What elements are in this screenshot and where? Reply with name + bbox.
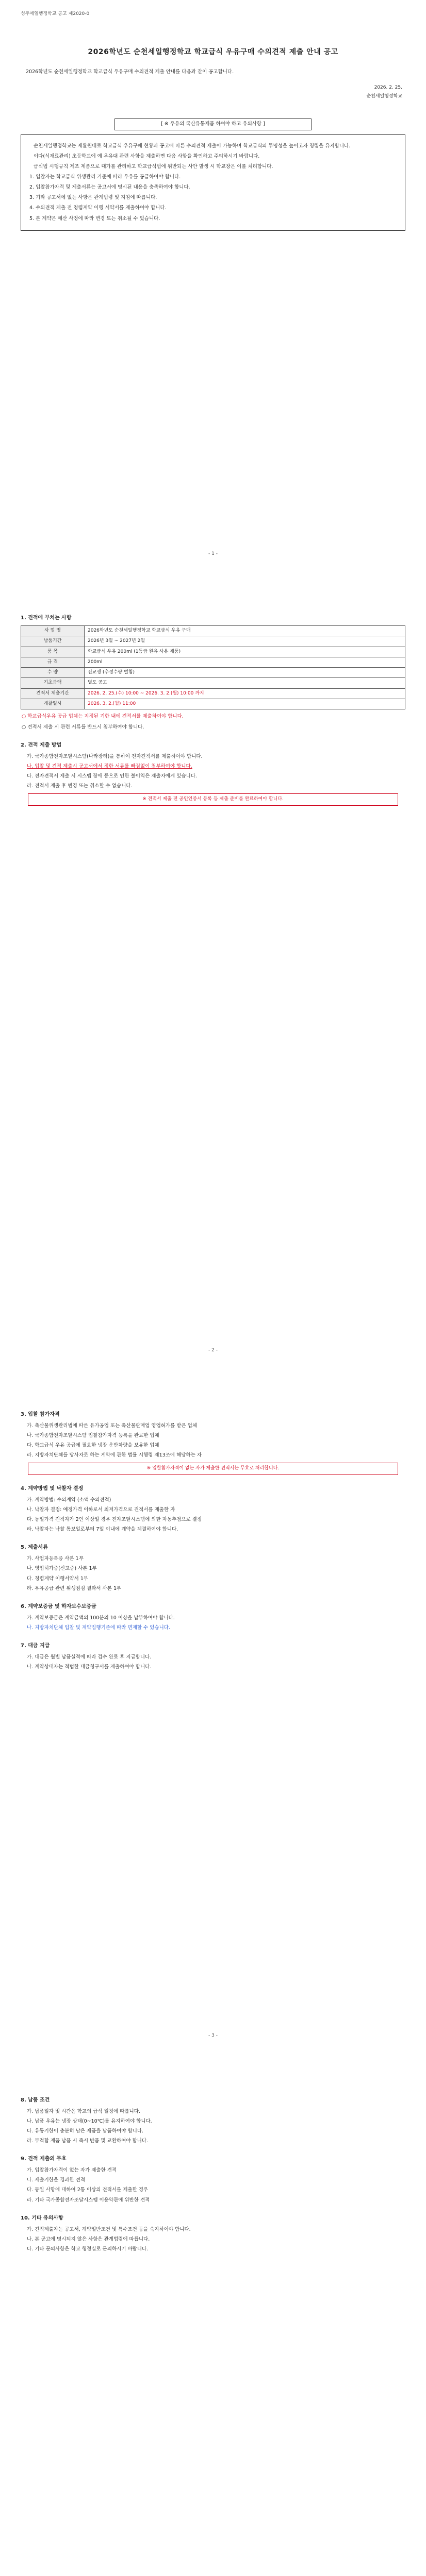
- section-title: 8. 납품 조건: [21, 2097, 50, 2103]
- section-item: 라. 부적합 제품 납품 시 즉시 반품 및 교환하여야 합니다.: [27, 2138, 149, 2144]
- page-number: - 2 -: [208, 1347, 218, 1353]
- section-item: 다. 청렴계약 이행서약서 1부: [27, 1575, 89, 1582]
- section-item: 나. 계약상대자는 적법한 대금청구서를 제출하여야 합니다.: [27, 1664, 152, 1670]
- section-item: 다. 유통기한이 충분히 남은 제품을 납품하여야 합니다.: [27, 2128, 144, 2134]
- section-note: ○ 학교급식우유 공급 업체는 지정된 기한 내에 견적서를 제출하여야 합니다.: [22, 714, 184, 720]
- section-item: 다. 전자견적서 제출 시 시스템 장애 등으로 인한 불이익은 제출자에게 있습니다.: [27, 773, 197, 779]
- table-cell: 2026. 2. 25.(수) 10:00 ~ 2026. 3. 2.(월) 10:00 까지: [85, 688, 405, 699]
- table-row: [21, 657, 405, 667]
- section-item: 라. 낙찰자는 낙찰 통보일로부터 7일 이내에 계약을 체결하여야 합니다.: [27, 1527, 178, 1533]
- section-item: 가. 입찰참가자격이 없는 자가 제출한 견적: [27, 2167, 117, 2174]
- table-header-cell: 품 목: [21, 647, 85, 657]
- table-row: [21, 699, 405, 709]
- header-note: 성주세일행정학교 공고 제2020-0: [21, 11, 90, 16]
- section-title: 10. 기타 유의사항: [21, 2215, 63, 2221]
- table-header-cell: 사 업 명: [21, 625, 85, 636]
- table-cell: 2026학년도 순천세일행정학교 학교급식 우유 구매: [85, 625, 405, 636]
- section-item: 라. 기타 국가종합전자조달시스템 이용약관에 위반한 견적: [27, 2197, 150, 2203]
- table-row: [21, 678, 405, 688]
- announce-date: 2026. 2. 25.: [374, 85, 402, 91]
- section-item: 다. 동일가격 견적자가 2인 이상일 경우 전자조달시스템에 의한 자동추첨으로 결정: [27, 1516, 202, 1522]
- section-title: 7. 대금 지급: [21, 1643, 50, 1649]
- table-cell: 200ml: [85, 657, 405, 667]
- section-title: 9. 견적 제출의 무효: [21, 2156, 67, 2162]
- notice-bullet: 1. 입찰자는 학교급식 위생관리 기준에 따라 우유를 공급하여야 합니다.: [29, 174, 181, 180]
- section-item: 나. 지방자치단체 입찰 및 계약집행기준에 따라 면제할 수 있습니다.: [27, 1624, 170, 1631]
- section-item: 가. 납품일자 및 시간은 학교의 급식 일정에 따릅니다.: [27, 2108, 140, 2114]
- notice-bullet: 4. 수의견적 제출 전 청렴계약 이행 서약서를 제출하여야 합니다.: [29, 205, 167, 211]
- section-title: 5. 제출서류: [21, 1545, 48, 1551]
- page-number: - 1 -: [208, 551, 218, 556]
- section-item: 가. 국가종합전자조달시스템(나라장터)을 통하여 전자견적서를 제출하여야 합니다.: [27, 753, 203, 759]
- section-title: 2. 견적 제출 방법: [21, 742, 62, 748]
- table-header-cell: 수 량: [21, 668, 85, 678]
- section-item: 다. 학교급식 우유 공급에 필요한 냉장 운반차량을 보유한 업체: [27, 1443, 159, 1449]
- table-row: [21, 668, 405, 678]
- table-header-cell: 기초금액: [21, 678, 85, 688]
- notice-item: 급식법 시행규칙 제조 제품으로 대가를 관리하고 학교급식법에 위반되는 사안 발생 시 학교장은 이를 처리합니다.: [34, 163, 273, 170]
- table-row: [21, 688, 405, 699]
- notice-item: 순천세일행정학교는 재활원대로 학교급식 우유구매 현황과 공고에 따른 수의견적 제출이 가능하며 학교급식의 투명성을 높이고자 청렴을 유지합니다.: [34, 143, 351, 149]
- notice-bullet: 3. 기타 공고서에 없는 사항은 관계법령 및 지침에 따릅니다.: [29, 195, 157, 201]
- table-row: [21, 647, 405, 657]
- notice-box: [21, 134, 405, 231]
- intro-paragraph: 2026학년도 순천세일행정학교 학교급식 우유구매 수의견적 제출 안내를 다음과 같이 공고합니다.: [26, 69, 234, 75]
- section-note: ○ 견적서 제출 시 관련 서류를 반드시 첨부하여야 합니다.: [22, 724, 144, 730]
- section-item: 가. 축산물위생관리법에 따른 유가공업 또는 축산물판매업 영업허가를 받은 업체: [27, 1422, 198, 1429]
- table-header-cell: 개찰일시: [21, 699, 85, 709]
- table-cell: 별도 공고: [85, 678, 405, 688]
- section-item: 나. 낙찰자 결정: 예정가격 이하로서 최저가격으로 견적서를 제출한 자: [27, 1506, 175, 1513]
- school-name: 순천세일행정학교: [366, 94, 402, 99]
- section-item: 다. 동일 사항에 대하여 2통 이상의 견적서를 제출한 경우: [27, 2187, 149, 2193]
- table-cell: 학교급식 우유 200ml (1등급 원유 사용 제품): [85, 647, 405, 657]
- table-cell: 전교생 (추정수량 별첨): [85, 668, 405, 678]
- section-item: 가. 사업자등록증 사본 1부: [27, 1556, 84, 1562]
- page-number: - 3 -: [208, 2033, 218, 2039]
- section-item: 나. 납품 우유는 냉장 상태(0~10℃)를 유지하여야 합니다.: [27, 2118, 152, 2124]
- notice-item: 이다(식재료관리) 초등학교에 예 우유대 관련 사항을 제출하면 다음 사항을 확인하고 주의하시기 바랍니다.: [34, 153, 260, 159]
- page-title: 2026학년도 순천세일행정학교 학교급식 우유구매 수의견적 제출 안내 공고: [88, 48, 338, 57]
- table-header-cell: 납품기간: [21, 636, 85, 647]
- section-item: 나. 제출기한을 경과한 견적: [27, 2177, 86, 2183]
- section-item: 다. 기타 문의사항은 학교 행정실로 문의하시기 바랍니다.: [27, 2246, 149, 2252]
- section-item: 라. 우유공급 관련 위생점검 결과서 사본 1부: [27, 1585, 122, 1591]
- section-item: 라. 지방자치단체를 당사자로 하는 계약에 관한 법률 시행령 제13조에 해당하는 자: [27, 1452, 202, 1459]
- table-cell: 2026년 3월 ~ 2027년 2월: [85, 636, 405, 647]
- section-item: 가. 계약보증금은 계약금액의 100분의 10 이상을 납부하여야 합니다.: [27, 1615, 175, 1621]
- section-item: 가. 대금은 월별 납품실적에 따라 검수 완료 후 지급합니다.: [27, 1654, 152, 1660]
- section-item: 나. 국가종합전자조달시스템 입찰참가자격 등록을 완료한 업체: [27, 1432, 159, 1438]
- section-item: 나. 본 공고에 명시되지 않은 사항은 관계법령에 따릅니다.: [27, 2236, 150, 2242]
- section-item: 가. 견적제출자는 공고서, 계약일반조건 및 특수조건 등을 숙지하여야 합니다.: [27, 2226, 191, 2232]
- section-title: 6. 계약보증금 및 하자보수보증금: [21, 1603, 96, 1609]
- table-header-cell: 견적서 제출기간: [21, 688, 85, 699]
- section-item: 라. 견적서 제출 후 변경 또는 취소할 수 없습니다.: [27, 783, 133, 789]
- info-table: [21, 625, 405, 709]
- table-row: [21, 636, 405, 647]
- section-item: 나. 영업허가증(신고증) 사본 1부: [27, 1566, 97, 1572]
- warning-box: ※ 견적서 제출 전 공인인증서 등록 등 제출 준비를 완료하여야 합니다.: [28, 793, 398, 805]
- notice-bullet: 2. 입찰참가자격 및 제출서류는 공고서에 명시된 내용을 충족하여야 합니다.: [29, 184, 190, 191]
- date-block: [21, 83, 402, 101]
- section-item: 나. 입찰 및 견적 제출시 공고서에서 정한 서류를 빠짐없이 첨부하여야 합니다.: [27, 763, 192, 769]
- section-title: 3. 입찰 참가자격: [21, 1411, 60, 1417]
- notice-bullet: 5. 본 계약은 예산 사정에 따라 변경 또는 취소될 수 있습니다.: [29, 215, 160, 222]
- table-row: [21, 625, 405, 636]
- table-cell: 2026. 3. 2.(월) 11:00: [85, 699, 405, 709]
- section-title: 1. 견적에 부치는 사항: [21, 615, 72, 621]
- section-item: 가. 계약방법: 수의계약 (소액 수의견적): [27, 1497, 111, 1503]
- section-title: 4. 계약방법 및 낙찰자 결정: [21, 1485, 84, 1492]
- table-header-cell: 규 격: [21, 657, 85, 667]
- notice-title: [ ※ 우유의 국산유통제품 하여야 하고 유의사항 ]: [114, 118, 312, 130]
- warning-box: ※ 입찰참가자격이 없는 자가 제출한 견적서는 무효로 처리합니다.: [28, 1463, 398, 1475]
